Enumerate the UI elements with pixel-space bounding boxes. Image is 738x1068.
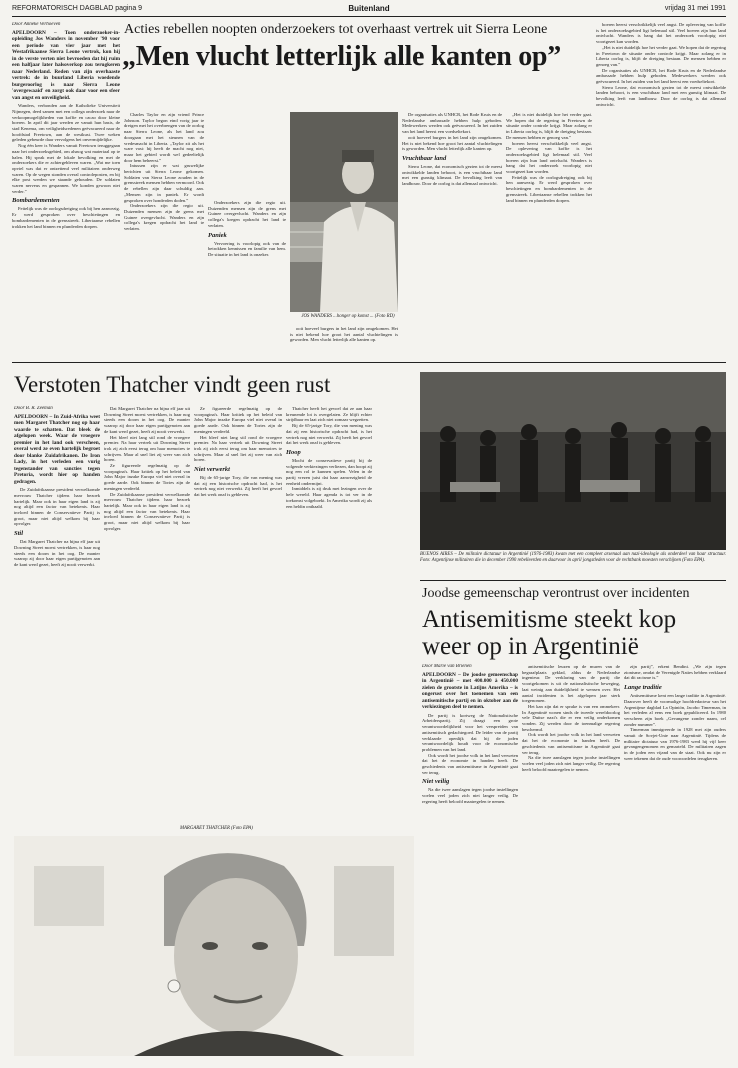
article2-paragraph: De Zuidafrikaanse president verwelkomde mevrouw Thatcher tijdens haar bezoek hartelijk. Maar ook in haar eigen land is zij nog altijd een factor van betekenis. Haar invloed binnen de Conservatieve Partij is groot, maar niet altijd welkom bij haar opvolger. xyxy=(104,491,190,531)
article1-paragraph: boeren heerst verschrikkelijk veel angst. De oplevering van koffie is het onderzoeksgebied ligt helemaal stil. Veel boeren zijn hun land ontvlucht. Wanders is bang dat het onderzoek voorlopig niet voortgezet kan worden. xyxy=(596,22,726,45)
article1-paragraph: boeren heerst verschrikkelijk veel angst. De oplevering van koffie is het onderzoeksgebied ligt helemaal stil. Veel boeren zijn hun land ontvlucht. Wanders is bang dat het onderzoek voorlopig niet voortgezet kan worden. xyxy=(506,140,592,175)
article2-column-3 xyxy=(194,406,282,830)
thatcher-photo xyxy=(14,836,414,1056)
article3-byline: Door Marie van Brienen xyxy=(422,664,472,669)
article1-paragraph: „Het is niet duidelijk hoe het verder gaat. We hopen dat de regering in Freetown de situatie onder controle krijgt. Maar zolang er in Liberia oorlog is, blijft de dreiging bestaan. De mensen hebben er genoeg van.” xyxy=(596,44,726,67)
article3-paragraph: Het kan zijn dat er sprake is van een ommekeer. In Argentinië wonen sinds de tweede wereldoorlog vele Duitse nazi's die er een veilig onderkomen vonden. Zij werden door de toenmalige regering beschermd. xyxy=(522,703,620,732)
article2-column-2 xyxy=(104,406,190,830)
article2-paragraph: Ze figureerde regelmatig op de voorpagina's. Haar kritiek op het beleid van John Major inzake Europa viel niet overal in goede aarde. Ook binnen de Tories zijn de meningen verdeeld. xyxy=(194,406,282,434)
article1-paragraph: Sierra Leone, dat economisch gezien tot de meest ontwikkelde landen behoort, is een vruchtbaar land met een gunstig klimaat. De bevolking leeft van landbouw. Door de oorlog is dat allemaal ontwricht. xyxy=(402,163,502,187)
article1-paragraph: Vervoering is voorlopig ook van de betrokken kennissen en familie van hem. De situatie in het land is onzeker. xyxy=(208,240,286,257)
article1-paragraph: De organisaties als UNHCR, het Rode Kruis en de Nederlandse ambassade hebben hulp geboden. Medewerkers werden ook geëvacueerd. In het zuiden van het land heerst een voedseltekort. xyxy=(596,67,726,85)
article3-paragraph: Ook wordt het joodse volk in het land verweten dat het de economie in handen heeft. De geschiedenis van antisemitisme in Argentinië gaat ver terug. xyxy=(422,752,518,775)
article3-paragraph: Timerman immigreerde in 1928 met zijn ouders vanuit de Sovjet-Unie naar Argentinië. Tijdens de militaire dictatuur van 1976-1983 werd hij vijf keer gevangengenomen en gemarteld. De militairen zagen in de joden een vijand van de staat. Ook nu zijn er weer tekenen dat de oude vooroordelen terugkeren. xyxy=(624,727,726,761)
article1-paragraph: Wanders, verbonden aan de Katholieke Universiteit Nijmegen, deed samen met een collega onderzoek naar de verkoopmogelijkheden van koffie en cacao door kleine boeren. In april dit jaar werden ze vanuit hun basis, de stad Kenema, om veiligheidsredenen geëvacueerd naar de hoofdstad Freetown, aan de westkust. Twee weken geleden gebeurde daar vervolgens het onvermijdelijke. xyxy=(12,103,120,143)
article1-paragraph: Onderzoekers zijn die regio uit. Duizenden mensen zijn de grens met Guinee overgevlucht. Wanders en zijn collega's kregen opdracht het land te verlaten. xyxy=(124,203,204,232)
article1-paragraph: Onderzoekers zijn die regio uit. Duizenden mensen zijn de grens met Guinee overgevlucht. Wanders en zijn collega's kregen opdracht het land te verlaten. xyxy=(208,200,286,228)
article2-column-1 xyxy=(14,406,100,830)
article3-headline: Antisemitisme steekt kop weer op in Argentinië xyxy=(422,606,677,660)
article1-paragraph: Feitelijk was de oorlogsdreiging ook bij hen aanwezig. Er werd gesproken over beschietingen en bombardementen in de grensstreek. Liberiaanse rebellen trokken het land binnen en plunderden dorpen. xyxy=(506,174,592,203)
article1-column-2 xyxy=(124,112,204,358)
article1-paragraph: Intussen zijn er wat gruwelijke berichten uit Sierra Leone gekomen. Soldaten van Sierra Leone zouden in de grensstreek mensen hebben vermoord. Ook de rebellen zijn daar schuldig aan. „Mensen zijn in paniek. Er wordt gesproken over honderden doden.” xyxy=(124,163,204,203)
article2-paragraph: Dat Margaret Thatcher na bijna elf jaar uit Downing Street moest vertrekken, is haar nog steeds een doorn in het oog. De manier waarop zij door haar eigen partijgenoten aan de kant werd gezet, heeft zij nooit verwerkt. xyxy=(104,406,190,434)
article3-paragraph: antisemitische leuzen op de muren van de begraafplaats geklad, aldus de Nederlandse ingenieur. De verklaring van de partij die voortgekomen is uit de nationalistische beweging, laat weinig aan duidelijkheid te wensen over. Het aantal incidenten is het afgelopen jaar sterk toegenomen. xyxy=(522,664,620,704)
article2-paragraph: Ze figureerde regelmatig op de voorpagina's. Haar kritiek op het beleid van John Major inzake Europa viel niet overal in goede aarde. Ook binnen de Tories zijn de meningen verdeeld. xyxy=(104,463,190,491)
article2-paragraph: De Zuidafrikaanse president verwelkomde mevrouw Thatcher tijdens haar bezoek hartelijk. Maar ook in haar eigen land is zij nog altijd een factor van betekenis. Haar invloed binnen de Conservatieve Partij is groot, maar niet altijd welkom bij haar opvolger. xyxy=(14,487,100,527)
article1-paragraph: Sierra Leone, dat economisch gezien tot de meest ontwikkelde landen behoort, is een vruchtbaar land met een gunstig klimaat. De bevolking leeft van landbouw. Door de oorlog is dat allemaal ontwricht. xyxy=(596,84,726,107)
article3-paragraph: Na die twee aanslagen tegen joodse instellingen voelen veel joden zich niet langer veilig. De regering heeft beloofd maatregelen te nemen. xyxy=(522,755,620,772)
article1-column-7 xyxy=(506,112,592,358)
article1-column-6 xyxy=(596,22,726,358)
article2-subhead-stil: Stil xyxy=(14,530,24,538)
article1-paragraph: „Het is niet duidelijk hoe het verder gaat. We hopen dat de regering in Freetown de situatie onder controle krijgt. Maar zolang er in Liberia oorlog is, blijft de dreiging bestaan. De mensen hebben er genoeg van.” xyxy=(506,112,592,140)
article3-kicker: Joodse gemeenschap verontrust over incidenten xyxy=(422,586,690,601)
article1-subhead-bombardementen: Bombardementen xyxy=(12,197,60,205)
article1-paragraph: Feitelijk was de oorlogsdreiging ook bij hen aanwezig. Er werd gesproken over beschietingen en bombardementen in de grensstreek. Liberiaanse rebellen trokken het land binnen en plunderden dorpen. xyxy=(12,206,120,229)
article2-byline: Door B. R. Zeeman xyxy=(14,406,53,411)
article3-paragraph: Ook wordt het joodse volk in het land verweten dat het de economie in handen heeft. De geschiedenis van antisemitisme in Argentinië gaat ver terug. xyxy=(522,732,620,755)
jos-wanders-photo xyxy=(290,112,398,312)
article3-paragraph: zijn partij”, erkent Bendini. „We zijn tegen zionisme, omdat de Verenigde Naties hebben verklaard dat dit racisme is.” xyxy=(624,664,726,681)
article1-subhead-paniek: Paniek xyxy=(208,231,227,239)
article3-subhead-lange-traditie: Lange traditie xyxy=(624,684,662,692)
article1-subhead-vruchtbaar-land: Vruchtbaar land xyxy=(402,154,447,162)
article1-column-1 xyxy=(12,22,120,358)
page-masthead xyxy=(12,4,726,17)
article3-paragraph: De partij is kortweg de Nationalistische Arbeiderspartij. Zij draagt een grote verantwoordelijkheid voor het verspreiden van antisemitisch gedachtegoed. De leider van de partij verklaarde openlijk dat hij de joden verantwoordelijk houdt voor de economische problemen van het land. xyxy=(422,712,518,752)
article2-headline: Verstoten Thatcher vindt geen rust xyxy=(14,372,331,397)
thatcher-caption: MARGARET THATCHER (Foto EPA) xyxy=(180,826,253,831)
soldiers-illustration xyxy=(420,372,726,550)
jos-wanders-caption: JOS WANDERS ...honger op komst ... (Foto RD) xyxy=(301,314,395,319)
article2-paragraph: Het bleef niet lang stil rond de vroegere premier. Na haar vertrek uit Downing Street trok zij zich eerst terug om haar memoires te schrijven. Maar al snel liet zij weer van zich horen. xyxy=(194,434,282,463)
article2-paragraph: Bij de 65-jarige Tory, die van mening was dat zij een historische opdracht had, is het vertrek nog niet verwerkt. Zij heeft het gevoel dat het werk onaf is gebleven. xyxy=(194,475,282,498)
article1-column-3 xyxy=(208,200,286,358)
article1-column-4 xyxy=(290,326,398,358)
section-divider xyxy=(420,580,726,581)
issue-date: vrijdag 31 mei 1991 xyxy=(664,5,726,12)
article2-subhead-hoop: Hoop xyxy=(286,448,301,456)
argentina-photo-caption: BUENOS AIRES – De militaire dictatuur in Argentinië (1976-1983) kwam met een compleet arsenaal aan nazi-ideologie als onderdeel van haar structuur. Foto: Argentijnse militairen die in december 1990 rebelleerden en daarvoor in april jongstleden voor de rechtbank moesten verschijnen (Foto EPA). xyxy=(420,552,726,563)
section-divider xyxy=(12,362,726,363)
article1-paragraph: ooit hoeveel burgers in het land zijn omgekomen. Het is niet bekend hoe groot het aantal vluchtelingen is geworden. Men vlucht letterlijk alle kanten op. xyxy=(290,326,398,343)
article2-paragraph: Mocht de conservatieve partij bij de volgende verkiezingen verliezen, dan hoopt zij nog een rol te kunnen spelen. Velen in de partij vrezen juist dat haar aanwezigheid de eenheid ondermijnt. xyxy=(286,457,372,486)
article3-subhead-niet-veilig: Niet veilig xyxy=(422,778,450,786)
article3-column-3 xyxy=(624,664,726,1056)
article2-paragraph: Inmiddels is zij druk met lezingen over de hele wereld. Haar agenda is tot ver in de toekomst volgeboekt. In Amerika wordt zij als een heldin onthaald. xyxy=(286,486,372,509)
thatcher-portrait-illustration xyxy=(14,836,414,1056)
article3-column-1 xyxy=(422,664,518,1056)
article2-lead: APELDOORN – In Zuid-Afrika weet men Margaret Thatcher nog op haar waarde te schatten. Dat bleek de afgelopen week. Waar de vroegere premier in het land ook verscheen, overal werd ze even hartelijk begroet door blanke Zuidafrikanen. De Iron Lady, in het verleden een vurig tegenstander van sancties tegen Pretoria, wordt hier op handen gedragen. xyxy=(14,413,100,485)
article1-kicker: Acties rebellen noopten onderzoekers tot overhaast vertrek uit Sierra Leone xyxy=(124,22,548,37)
article3-paragraph: Antisemitisme kent een lange traditie in Argentinië. Daarover heeft de voormalige hoofdredacteur van het Argentijnse dagblad La Opinión, Jacobo Timerman, in het verleden al eens een boek gepubliceerd. In 1980 verscheen zijn boek „Gevangene zonder naam, cel zonder nummer”. xyxy=(624,693,726,727)
article2-paragraph: Bij de 65-jarige Tory, die van mening was dat zij een historische opdracht had, is het vertrek nog niet verwerkt. Zij heeft het gevoel dat het werk onaf is gebleven. xyxy=(286,423,372,446)
article1-paragraph: De organisaties als UNHCR, het Rode Kruis en de Nederlandse ambassade hebben hulp geboden. Medewerkers werden ook geëvacueerd. In het zuiden van het land heerst een voedseltekort. xyxy=(402,112,502,135)
argentina-military-photo xyxy=(420,372,726,550)
article1-paragraph: ooit hoeveel burgers in het land zijn omgekomen. Het is niet bekend hoe groot het aantal vluchtelingen is geworden. Men vlucht letterlijk alle kanten op. xyxy=(402,134,502,152)
newspaper-name: REFORMATORISCH DAGBLAD pagina 9 xyxy=(12,5,143,12)
article1-headline: „Men vlucht letterlijk alle kanten op” xyxy=(122,41,561,72)
article1-lead: APELDOORN – Toen onderzoeker-in-opleiding Jos Wanders in november '90 voor een periode van vier jaar met het Westafrikaanse Sierra Leone vertrok, kon hij in de verste verten niet bevroeden dat hij ruim een halfjaar later halsoverkop zou terugkeren naar Nederland. Reden van zijn overhaaste vertrek: de in buurland Liberia woedende burgeroorlog is naar Sierra Leone 'overgewaaid' en zorgt ook daar voor een sfeer van angst en onveiligheid. xyxy=(12,29,120,101)
article2-paragraph: Het bleef niet lang stil rond de vroegere premier. Na haar vertrek uit Downing Street trok zij zich eerst terug om haar memoires te schrijven. Maar al snel liet zij weer van zich horen. xyxy=(104,434,190,463)
article2-subhead-niet-verwerkt: Niet verwerkt xyxy=(194,466,230,474)
article3-column-2 xyxy=(522,664,620,1056)
article2-paragraph: Thatcher heeft het gevoel dat ze aan haar kreunende lot is overgelaten. Ze blijft echter strijdbaar en laat zich niet zomaar wegzetten. xyxy=(286,406,372,423)
article3-lead: APELDOORN – De joodse gemeenschap in Argentinië – met 400.000 à 450.000 zielen de grootste in Latijns Amerika – is ongerust over het toenemen van een antisemitische partij en in oktober aan de verkiezingen deel te nemen. xyxy=(422,671,518,711)
article1-column-5 xyxy=(402,112,502,358)
article1-paragraph: Nog één keer is Wanders vanuit Freetown teruggegaan naar het onderzoeksgebied, om alsnog wat materiaal op te halen. Hij sprak met de lokale bevolking en met de onderzoekers die er achtergebleven waren. „Wat me toen opviel was dat er ontzettend veel militairen onderweg waren. Op de wegen stonden overal controleposten, en bij elke post werden we staande gehouden. De soldaten waren nerveus en gespannen. We konden gewoon niet verder.” xyxy=(12,143,120,194)
section-title: Buitenland xyxy=(348,4,390,13)
article2-paragraph: Dat Margaret Thatcher na bijna elf jaar uit Downing Street moest vertrekken, is haar nog steeds een doorn in het oog. De manier waarop zij door haar eigen partijgenoten aan de kant werd gezet, heeft zij nooit verwerkt. xyxy=(14,539,100,567)
article2-column-4 xyxy=(286,406,372,830)
portrait-illustration xyxy=(290,112,398,312)
article1-byline: Door Anneke Verhoeven xyxy=(12,22,61,27)
article1-paragraph: Charles Taylor en zijn vriend Prince Johnson. Taylor begon eind vorig jaar te dreigen met het overbrengen van de oorlog naar Sierra Leone, als het land zou doorgaan met het steunen van de vredesmacht in Liberia. „Taylor zit als het ware vast: hij heeft de macht nog niet, maar het gebied wordt wel gedeeltelijk door hem beheerst.” xyxy=(124,112,204,163)
article3-paragraph: Na die twee aanslagen tegen joodse instellingen voelen veel joden zich niet langer veilig. De regering heeft beloofd maatregelen te nemen. xyxy=(422,787,518,804)
